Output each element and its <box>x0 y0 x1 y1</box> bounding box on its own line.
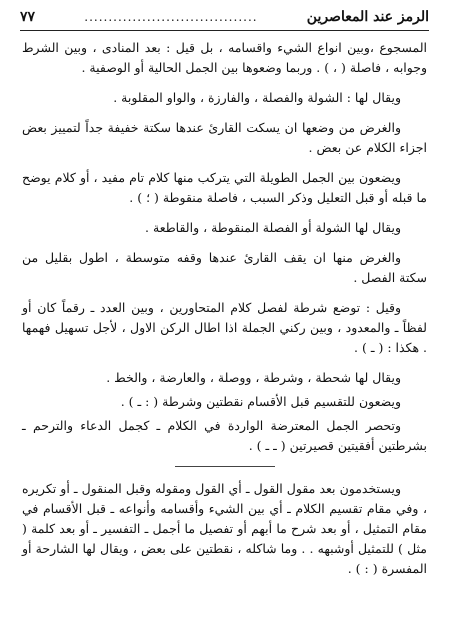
paragraph-10: وتحصر الجمل المعترضة الواردة في الكلام ـ كجمل الدعاء والترحم ـ بشرطتين أفقيتين قصيرتين ( ـ ـ ) . <box>22 418 427 453</box>
section-divider <box>175 466 275 467</box>
paragraph-2: ويقال لها : الشولة والفصلة ، والفارزة ، والواو المقلوبة . <box>113 90 401 105</box>
paragraph-5: ويقال لها الشولة أو الفصلة المنقوطة ، والقاطعة . <box>145 220 401 235</box>
page-header <box>20 6 429 28</box>
page-body <box>22 38 427 589</box>
running-title: الرمز عند المعاصرين <box>306 9 429 25</box>
paragraph-9: ويضعون للتقسيم قبل الأقسام نقطتين وشرطة ( : ـ ) . <box>120 394 401 409</box>
header-leader-dots: .................................... <box>84 10 258 24</box>
paragraph-7: وقيل : توضع شرطة لفصل كلام المتحاورين ، وبين العدد ـ رقماً كان أو لفظاً ـ والمعدود ، وبين ركني الجملة اذا اطال الركن الاول ، لأجل تسهيل فهمها . هكذا : ( ـ ) . <box>22 300 427 355</box>
paragraph-11: ويستخدمون بعد مقول القول ـ أي القول ومقوله وقبل المنقول ـ أو تكريره ، وفي مقام تقسيم الكلام ـ أي بين الشيء وأقسامه وأنواعه ـ قبل الأقسام في مقام التمثيل ، أو بعد شرح ما أبهم أو تفصيل ما أجمل ـ التفسير ـ أو بعد كلمة ( مثل ) للتمثيل أوشبهه . . وما شاكله ، نقطتين على بعض ، ويقال لها الشارحة أو المفسرة ( : ) . <box>22 481 427 576</box>
page-number: ٧٧ <box>20 9 36 25</box>
header-rule <box>20 30 429 31</box>
paragraph-1: المسجوع ،وبين انواع الشيء واقسامه ، بل قيل : بعد المنادى ، وبين الشرط وجوابه ، فاصلة ( ، ) . وربما وضعوها بين الجمل الحالية أو الوصفية . <box>22 40 427 75</box>
paragraph-8: ويقال لها شحطة ، وشرطة ، ووصلة ، والعارضة ، والخط . <box>106 370 401 385</box>
paragraph-6: والغرض منها ان يقف القارئ عندها وقفه متوسطة ، اطول بقليل من سكتة الفصل . <box>22 250 427 285</box>
paragraph-3: والغرض من وضعها ان يسكت القارئ عندها سكتة خفيفة جداً لتمييز بعض اجزاء الكلام عن بعض . <box>22 120 427 155</box>
paragraph-4: ويضعون بين الجمل الطويلة التي يتركب منها كلام تام مفيد ، أو كلام يوضح ما قبله أو قبل التعليل وذكر السبب ، فاصلة منقوطة ( ؛ ) . <box>22 170 427 205</box>
